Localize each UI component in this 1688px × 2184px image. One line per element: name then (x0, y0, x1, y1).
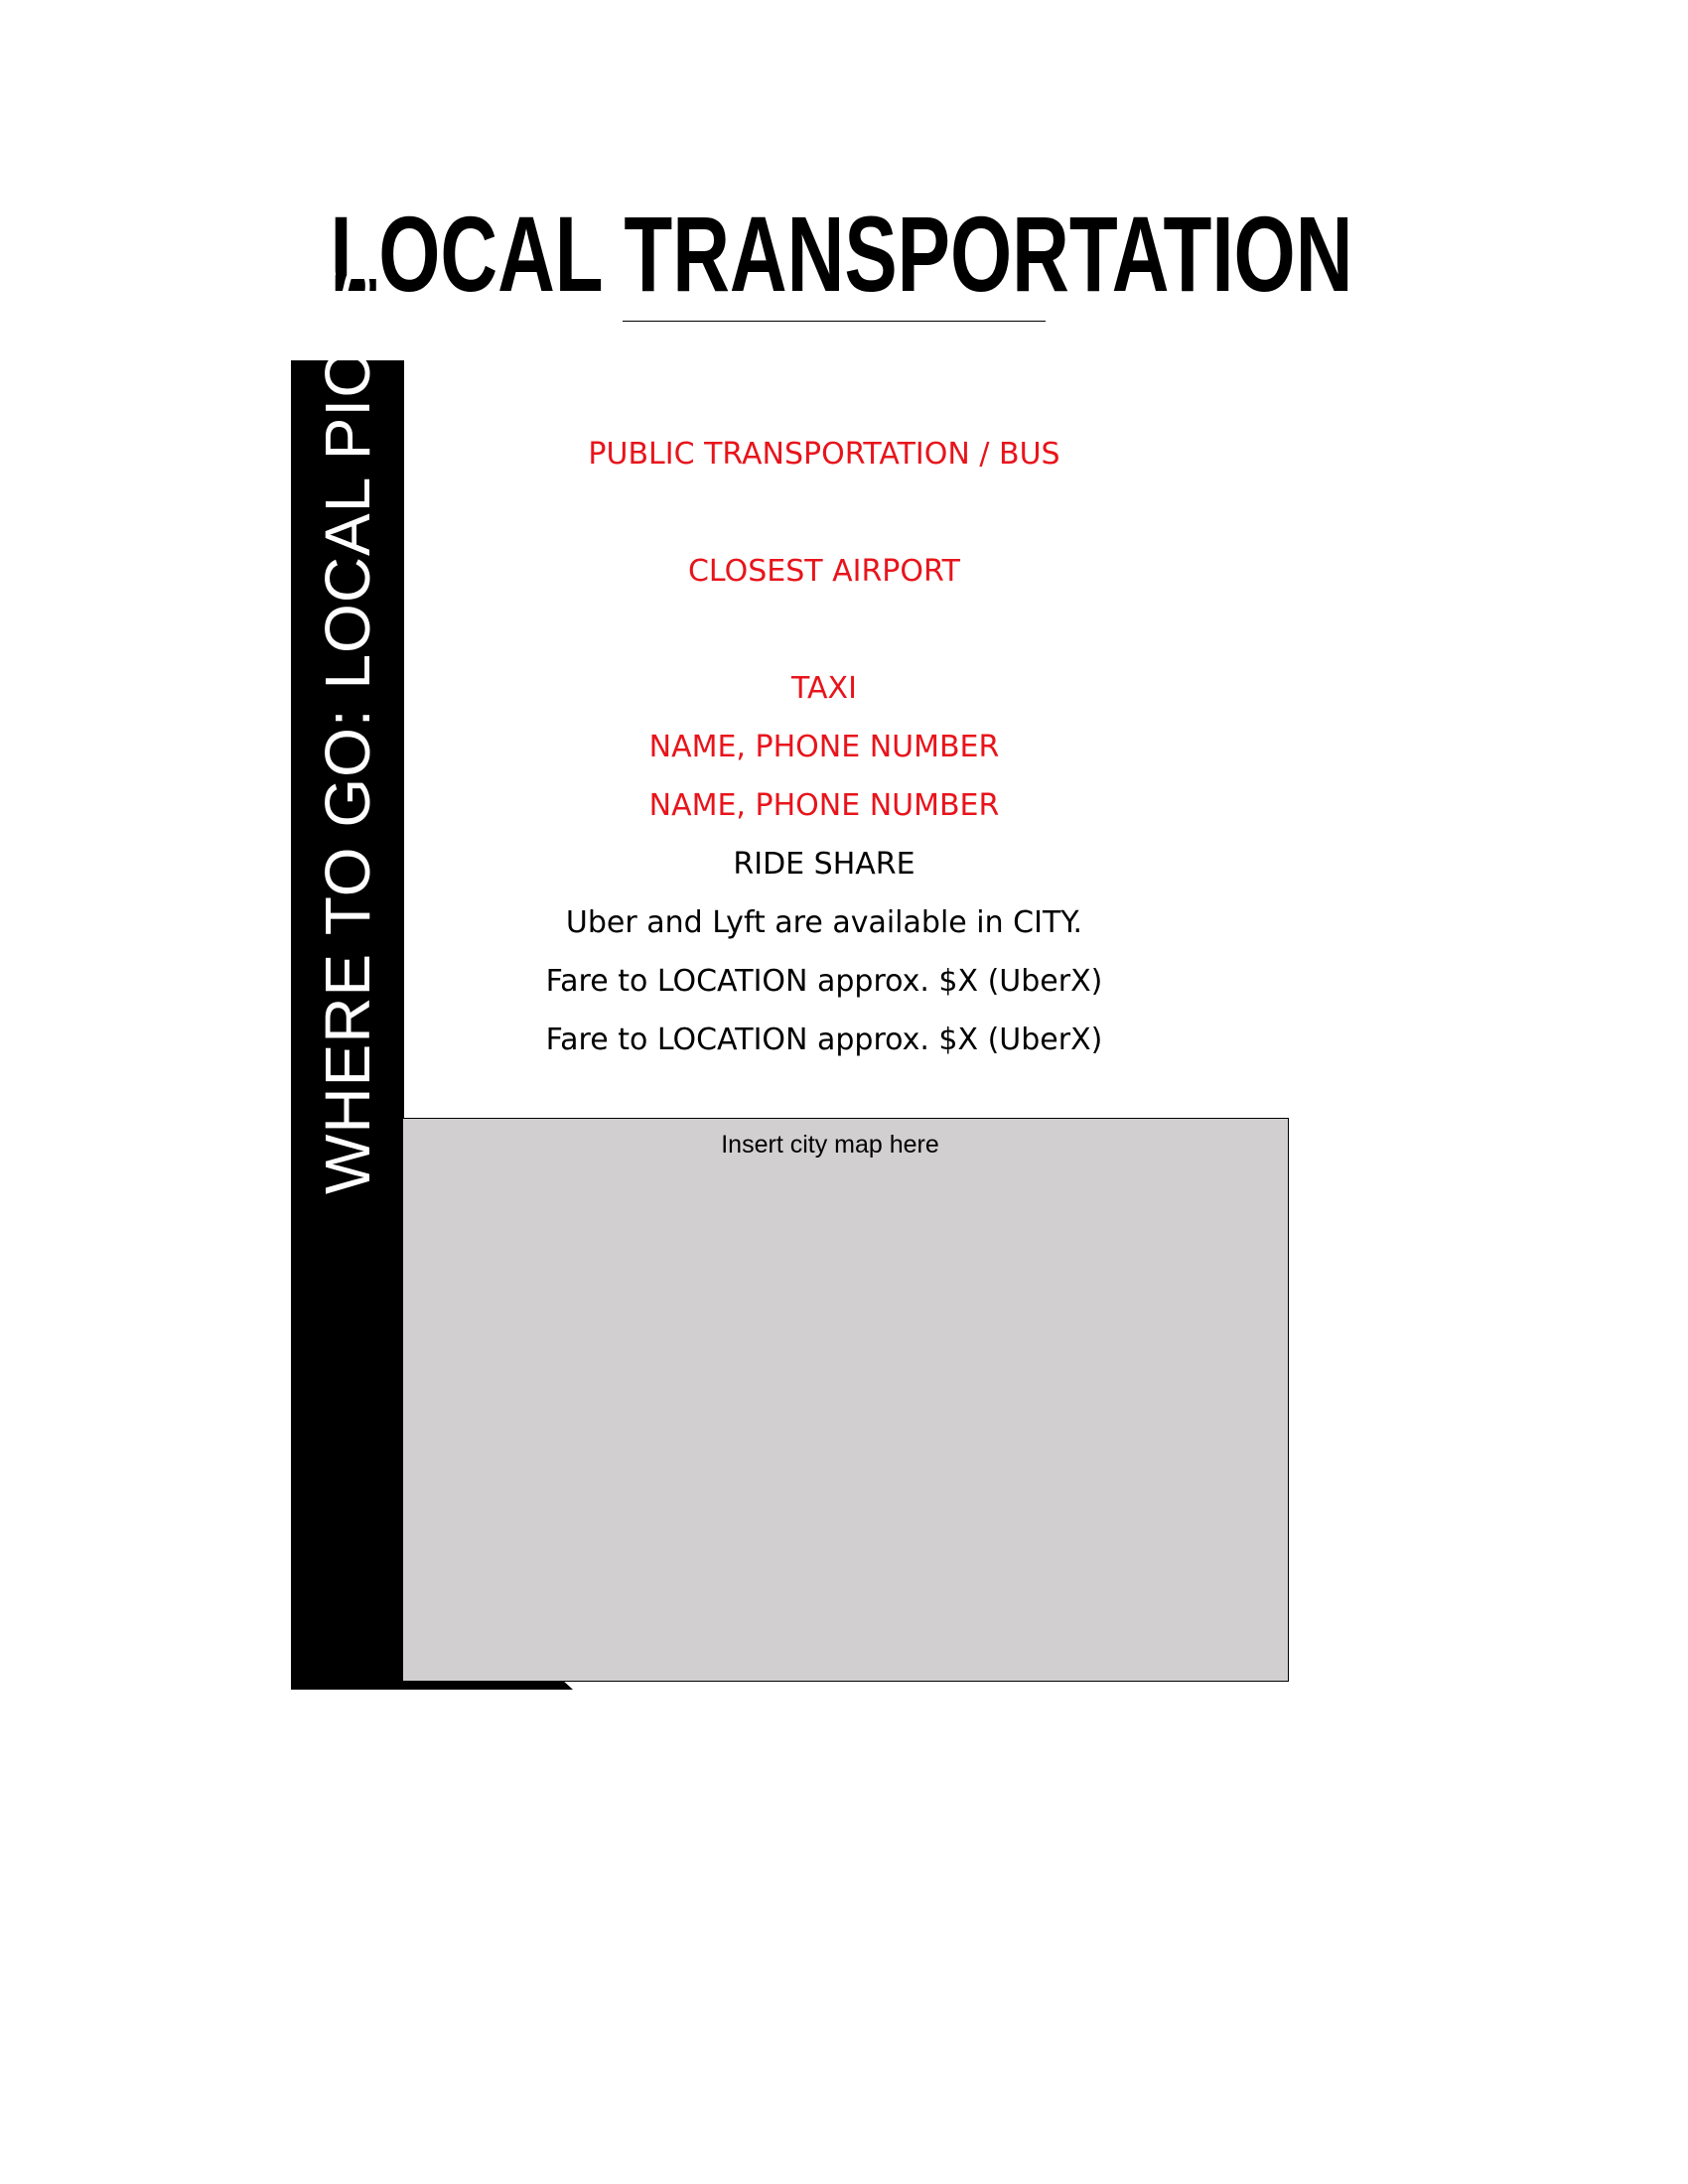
map-placeholder-label: Insert city map here (721, 1131, 939, 1159)
public-transport-heading: PUBLIC TRANSPORTATION / BUS (588, 437, 1060, 472)
ride-share-fare: Fare to LOCATION approx. $X (UberX) (545, 1023, 1103, 1057)
page-title: LOCAL TRANSPORTATION (330, 194, 1353, 314)
title-underline (623, 321, 1046, 322)
side-bar-label: WHERE TO GO: LOCAL PICKS (312, 264, 383, 1194)
taxi-entry: NAME, PHONE NUMBER (648, 788, 1000, 823)
taxi-entry: NAME, PHONE NUMBER (648, 730, 1000, 764)
city-map-placeholder (403, 1118, 1289, 1682)
ride-share-heading: RIDE SHARE (733, 847, 915, 882)
airport-heading: CLOSEST AIRPORT (687, 554, 960, 589)
ride-share-availability: Uber and Lyft are available in CITY. (565, 905, 1083, 940)
ride-share-fare: Fare to LOCATION approx. $X (UberX) (545, 964, 1103, 999)
taxi-heading: TAXI (791, 671, 857, 706)
